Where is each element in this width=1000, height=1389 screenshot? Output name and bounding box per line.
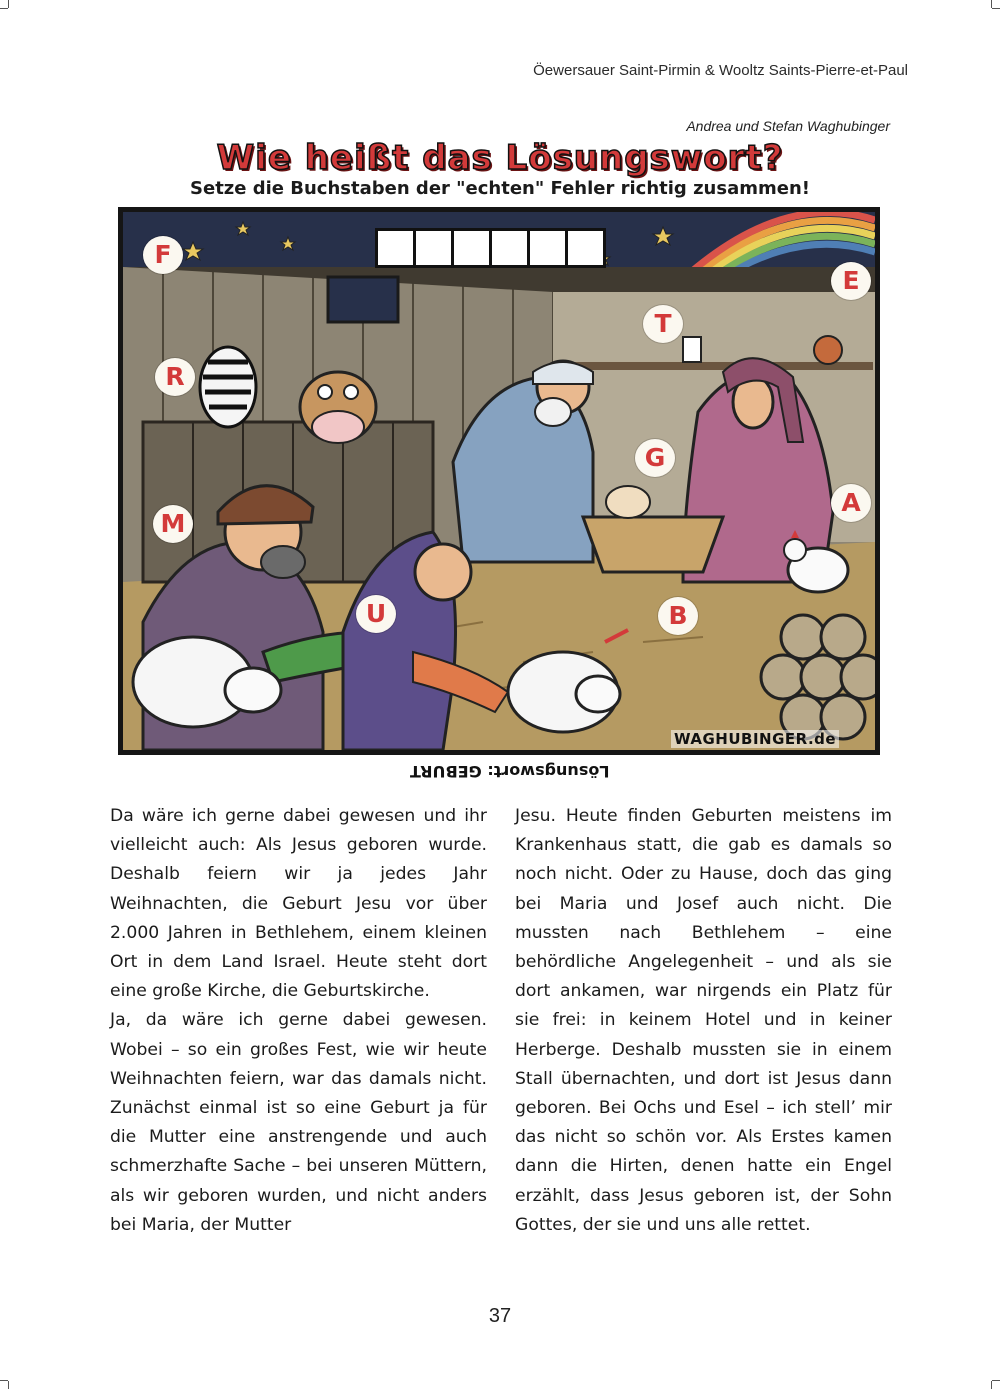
- article-paragraph: Ja, da wäre ich gerne dabei gewesen. Wobei – so ein großes Fest, wie wir heute Weihnachten feiern, war das damals nicht. Zunächst einmal ist so eine Geburt ja für die Mutter eine anstrengende und auch schmerzhafte Sache – bei unseren Müttern, als wir geboren wurden, und nicht anders bei Maria, der Mutter: [110, 1010, 487, 1235]
- article-paragraph: Da wäre ich gerne dabei gewesen und ihr vielleicht auch: Als Jesus geboren wurde. Deshalb feiern wir ja jedes Jahr Weihnachten, die Geburt Jesu vor über 2.000 Jahren in Bethlehem, einem kleinen Ort in dem Land Israel. Heute steht dort eine große Kirche, die Geburtskirche.: [110, 806, 487, 1002]
- answer-box[interactable]: [489, 228, 530, 268]
- page-number: 37: [488, 1305, 512, 1327]
- answer-box[interactable]: [375, 228, 416, 268]
- solution-line: [0, 762, 1000, 781]
- crop-mark: [991, 1381, 992, 1389]
- crop-mark: [992, 1380, 1000, 1381]
- letter-badge: A: [831, 484, 871, 522]
- crop-mark: [0, 1380, 8, 1381]
- article-column-right: [515, 802, 892, 1240]
- article-paragraph: Jesu. Heute finden Geburten meistens im Krankenhaus statt, die gab es damals so noch nicht. Oder zu Hause, doch das ging bei Maria und Josef auch nicht. Die mussten nach Bethlehem – eine behördliche Angelegenheit – und als sie dort ankamen, war nirgends ein Platz für sie frei: in keinem Hotel und in keiner Herberge. Deshalb mussten sie in einem Stall übernachten, und dort ist Jesus dann geboren. Bei Ochs und Esel – ich stell’ mir das nicht so schön vor. Als Erstes kamen dann die Hirten, denen hatte ein Engel erzählt, dass Jesus geboren ist, der Sohn Gottes, der sie und uns alle rettet.: [515, 806, 892, 1235]
- answer-boxes: [375, 228, 603, 268]
- crop-mark: [8, 1381, 9, 1389]
- solution-upside-down: Lösungswort: GEBURT: [410, 762, 610, 781]
- nativity-scene-drawing: [123, 212, 875, 750]
- running-header: Öewersauer Saint-Pirmin & Wooltz Saints-Pierre-et-Paul: [533, 62, 908, 79]
- letter-badge: E: [831, 262, 871, 300]
- letter-badge: U: [356, 595, 396, 633]
- crop-mark: [991, 0, 992, 8]
- puzzle-subtitle: Setze die Buchstaben der "echten" Fehler richtig zusammen!: [190, 178, 810, 199]
- answer-box[interactable]: [527, 228, 568, 268]
- crop-mark: [8, 0, 9, 8]
- crop-mark: [0, 8, 8, 9]
- letter-badge: R: [155, 358, 195, 396]
- letter-badge: T: [643, 305, 683, 343]
- answer-box[interactable]: [413, 228, 454, 268]
- letter-badge: M: [153, 505, 193, 543]
- answer-box[interactable]: [451, 228, 492, 268]
- letter-badge: G: [635, 439, 675, 477]
- author-credit: Andrea und Stefan Waghubinger: [686, 118, 890, 134]
- letter-badge: B: [658, 597, 698, 635]
- puzzle-title: Wie heißt das Lösungswort?: [216, 138, 784, 178]
- artist-signature: WAGHUBINGER.de: [671, 730, 839, 748]
- article-column-left: [110, 802, 487, 1240]
- answer-box[interactable]: [565, 228, 606, 268]
- nativity-cartoon: [118, 207, 880, 755]
- letter-badge: F: [143, 236, 183, 274]
- crop-mark: [992, 8, 1000, 9]
